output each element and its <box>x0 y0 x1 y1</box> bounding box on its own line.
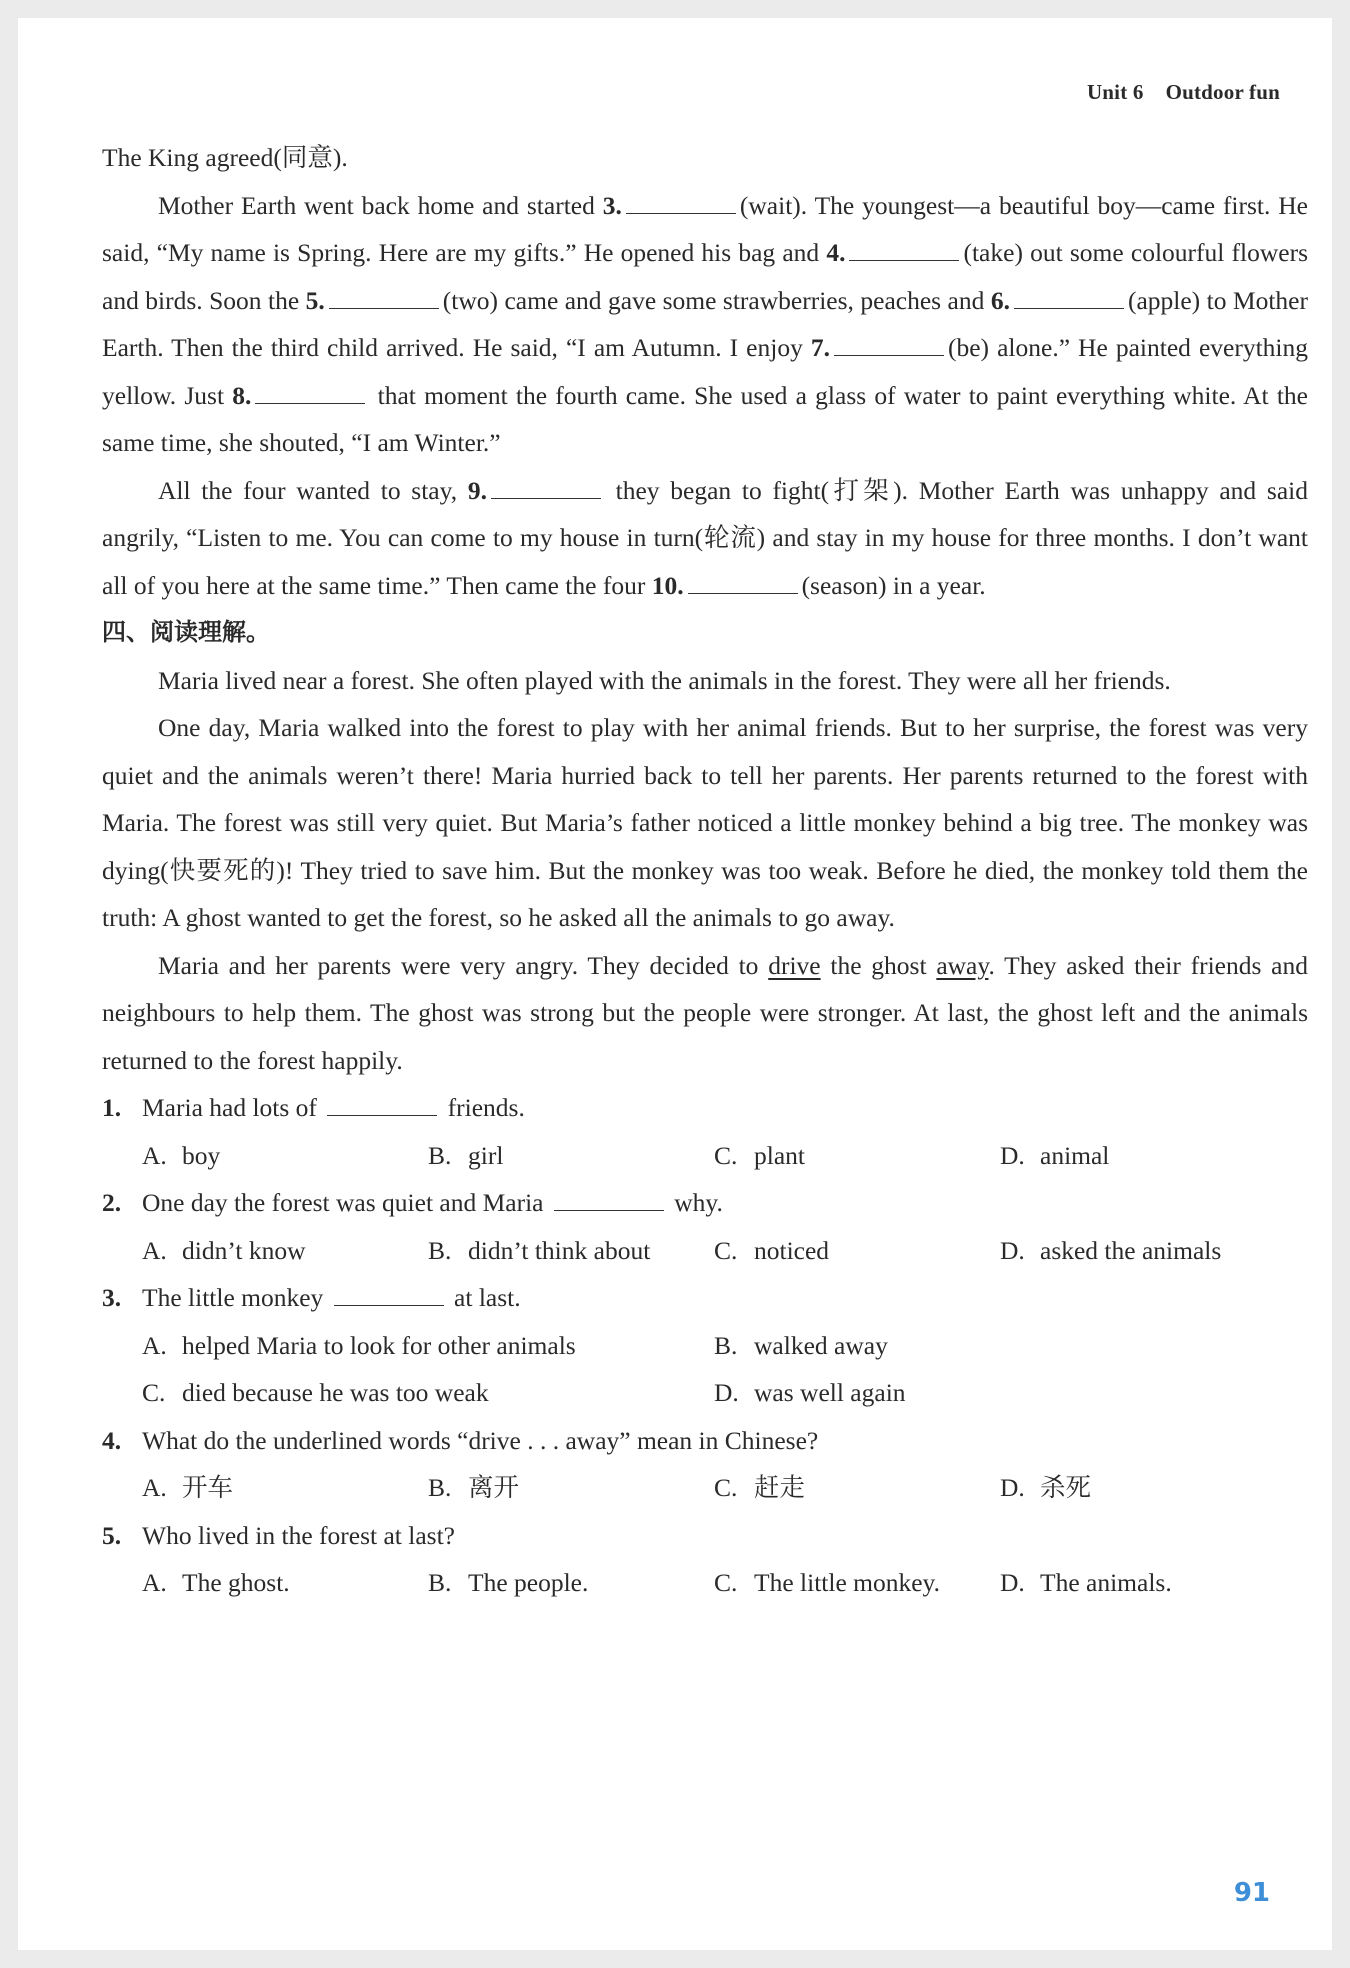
option-d[interactable]: D. was well again <box>714 1378 906 1407</box>
reading-paragraph2: One day, Maria walked into the forest to play with her animal friends. But to her surprise, the forest was very quiet and the animals weren’t there! Maria hurried back to tell her parents. Her parents returned to the forest with Maria. The forest was still very quiet. But Maria’s father noticed a little monkey behind a big tree. The monkey was dying(快要死的)! They tried to save him. But the monkey was too weak. Before he died, the monkey told them the truth: A ghost wanted to get the forest, so he asked all the animals to go away. <box>102 713 1308 932</box>
option-c[interactable]: C. 赶走 <box>714 1473 806 1502</box>
question-number: 3. <box>102 1283 122 1312</box>
passage1-line0: The King agreed(同意). <box>102 143 348 172</box>
reading-paragraph3: Maria and her parents were very angry. They decided to drive the ghost away. They asked their friends and neighbours to help them. The ghost was strong but the people were stronger. At last, the ghost left and the animals returned to the forest happily. <box>102 950 1308 1075</box>
question-2 <box>102 1179 1308 1227</box>
question-4-options <box>102 1464 1308 1512</box>
question-text: Maria had lots of friends. <box>142 1093 525 1122</box>
question-3 <box>102 1274 1308 1322</box>
blank-line[interactable] <box>255 379 365 404</box>
page-header <box>1087 80 1280 105</box>
option-b[interactable]: B. The people. <box>428 1568 589 1597</box>
blank-number: 9. <box>467 475 487 505</box>
option-b[interactable]: B. 离开 <box>428 1473 520 1502</box>
question-3-options-row1 <box>102 1322 1308 1370</box>
reading-paragraph1: Maria lived near a forest. She often played with the animals in the forest. They were all her friends. <box>158 665 1171 695</box>
option-d[interactable]: D. The animals. <box>1000 1568 1172 1597</box>
question-text: The little monkey at last. <box>142 1283 521 1312</box>
blank-line[interactable] <box>491 474 601 499</box>
option-c[interactable]: C. died because he was too weak <box>142 1378 489 1407</box>
question-number: 2. <box>102 1188 122 1217</box>
blank-number: 3. <box>602 190 622 220</box>
question-2-options <box>102 1227 1308 1275</box>
option-a[interactable]: A. boy <box>142 1140 221 1170</box>
option-d[interactable]: D. asked the animals <box>1000 1235 1222 1265</box>
blank-number: 10. <box>651 570 684 600</box>
blank-number: 7. <box>810 333 830 362</box>
blank-number: 5. <box>305 285 325 315</box>
page <box>18 18 1332 1950</box>
option-c[interactable]: C. plant <box>714 1140 805 1170</box>
question-text: One day the forest was quiet and Maria why. <box>142 1188 723 1217</box>
option-d[interactable]: D. 杀死 <box>1000 1473 1092 1502</box>
page-number: 91 <box>1233 1878 1270 1908</box>
content <box>102 134 1308 1607</box>
header-unit: Unit 6 <box>1086 80 1144 104</box>
option-a[interactable]: A. 开车 <box>142 1473 234 1502</box>
question-text: Who lived in the forest at last? <box>142 1520 455 1550</box>
option-b[interactable]: B. girl <box>428 1140 504 1170</box>
option-c[interactable]: C. The little monkey. <box>714 1568 941 1597</box>
underlined-word-away: away <box>936 950 989 980</box>
header-title: Outdoor fun <box>1165 80 1280 104</box>
section-title: 四、阅读理解。 <box>102 618 270 646</box>
question-5 <box>102 1512 1308 1560</box>
blank-line[interactable] <box>688 569 798 594</box>
blank-line[interactable] <box>849 236 959 261</box>
blank-number: 4. <box>826 238 846 267</box>
blank-line[interactable] <box>1014 284 1124 309</box>
option-b[interactable]: B. walked away <box>714 1330 888 1360</box>
question-1-options <box>102 1132 1308 1180</box>
question-1 <box>102 1084 1308 1132</box>
question-number: 1. <box>102 1093 122 1122</box>
underlined-word-drive: drive <box>768 950 821 980</box>
option-a[interactable]: A. didn’t know <box>142 1235 306 1265</box>
passage1-paragraph2: All the four wanted to stay, 9. they began to fight(打架). Mother Earth was unhappy and said angrily, “Listen to me. You can come to my house in turn(轮流) and stay in my house for three months. I don’t want all of you here at the same time.” Then came the four 10. (season) in a year. <box>102 475 1308 600</box>
question-text: What do the underlined words “drive . . . away” mean in Chinese? <box>142 1425 819 1455</box>
question-3-options-row2 <box>102 1369 1308 1417</box>
blank-line[interactable] <box>554 1186 664 1211</box>
blank-line[interactable] <box>327 1091 437 1116</box>
question-5-options <box>102 1559 1308 1607</box>
blank-line[interactable] <box>834 331 944 356</box>
question-number: 5. <box>102 1520 122 1550</box>
blank-number: 6. <box>990 285 1010 315</box>
blank-number: 8. <box>232 380 252 410</box>
option-c[interactable]: C. noticed <box>714 1235 830 1265</box>
blank-line[interactable] <box>329 284 439 309</box>
blank-line[interactable] <box>626 189 736 214</box>
passage1-paragraph1: Mother Earth went back home and started 3. (wait). The youngest—a beautiful boy—came first. He said, “My name is Spring. Here are my gifts.” He opened his bag and 4. (take) out some colourful flowers and birds. Soon the 5. (two) came and gave some strawberries, peaches and 6. (apple) to Mother Earth. Then the third child arrived. He said, “I am Autumn. I enjoy 7. (be) alone.” He painted everything yellow. Just 8. that moment the fourth came. She used a glass of water to paint everything white. At the same time, she shouted, “I am Winter.” <box>102 190 1309 457</box>
blank-line[interactable] <box>334 1281 444 1306</box>
option-a[interactable]: A. The ghost. <box>142 1568 290 1597</box>
question-number: 4. <box>102 1425 122 1455</box>
question-4 <box>102 1417 1308 1465</box>
option-a[interactable]: A. helped Maria to look for other animals <box>142 1330 576 1360</box>
option-b[interactable]: B. didn’t think about <box>428 1235 651 1265</box>
option-d[interactable]: D. animal <box>1000 1140 1110 1170</box>
